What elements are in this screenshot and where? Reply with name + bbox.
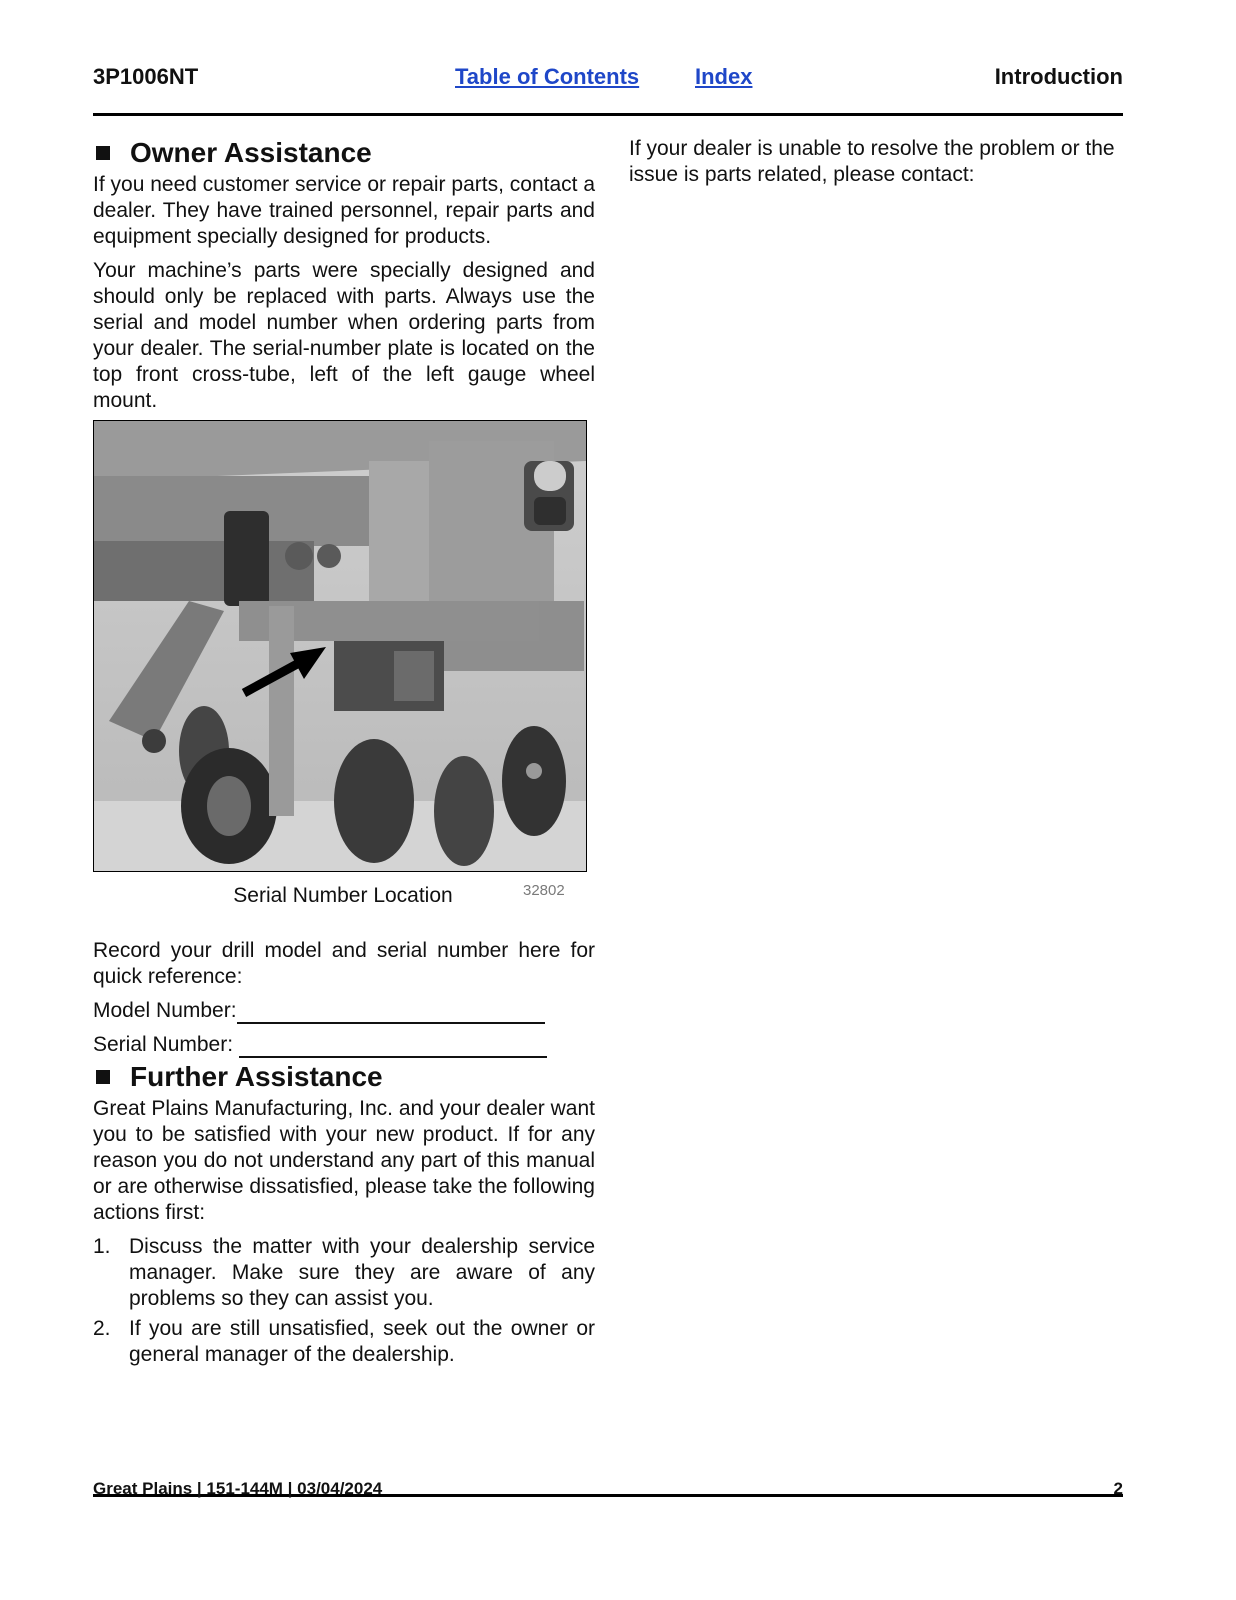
step-number: 1. [93,1235,111,1258]
further-assistance-intro: Great Plains Manufacturing, Inc. and your dealer want you to be satisfied with your new product. If for any reason you do not understand any part of this manual or are otherwise dissatisfied, please take the following actions first: [93,1097,595,1224]
step-number: 2. [93,1317,111,1340]
list-item [93,1316,595,1368]
step-text: If you are still unsatisfied, seek out the owner or general manager of the dealership. [129,1317,595,1366]
right-column [629,136,1131,188]
owner-assistance-title: Owner Assistance [130,137,372,168]
section-title: Introduction [994,64,1123,89]
left-column [93,136,595,1368]
further-assistance-heading [93,1060,595,1094]
model-number-field [93,998,595,1024]
page-header [93,64,1123,94]
action-steps-list [93,1234,595,1368]
page-footer [93,1479,1123,1499]
header-divider [93,113,1123,116]
page-number: 2 [1113,1479,1123,1498]
index-link[interactable]: Index [695,64,753,89]
owner-assistance-heading [93,136,595,170]
serial-number-field [93,1032,595,1058]
square-bullet-icon [96,1070,110,1084]
serial-number-location-photo [93,420,587,872]
step-text: Discuss the matter with your dealership service manager. Make sure they are aware of any problems so they can assist you. [129,1235,595,1310]
table-of-contents-link[interactable]: Table of Contents [455,64,640,89]
serial-number-blank[interactable] [239,1036,547,1058]
footer-document-info: Great Plains | 151-144M | 03/04/2024 [93,1479,383,1498]
figure-number: 32802 [523,882,565,899]
further-assistance-title: Further Assistance [130,1061,383,1092]
owner-assistance-paragraph-2: Your machine’s parts were specially designed and should only be replaced with parts. Always use the serial and model number when ordering parts from your dealer. The serial-number plate is located on the top front cross-tube, left of the left gauge wheel mount. [93,259,595,412]
model-number: 3P1006NT [93,64,199,89]
square-bullet-icon [96,146,110,160]
figure-caption-row [93,872,595,912]
drill-machine-illustration [94,421,586,871]
record-instructions: Record your drill model and serial number here for quick reference: [93,939,595,988]
contact-paragraph: If your dealer is unable to resolve the problem or the issue is parts related, please contact: [629,137,1115,186]
serial-number-label: Serial Number: [93,1033,234,1056]
list-item [93,1234,595,1312]
figure-caption: Serial Number Location [233,884,453,907]
model-number-blank[interactable] [237,1002,545,1024]
model-number-label: Model Number: [93,999,237,1022]
owner-assistance-paragraph-1: If you need customer service or repair parts, contact a dealer. They have trained personnel, repair parts and equipment specially designed for products. [93,173,595,248]
